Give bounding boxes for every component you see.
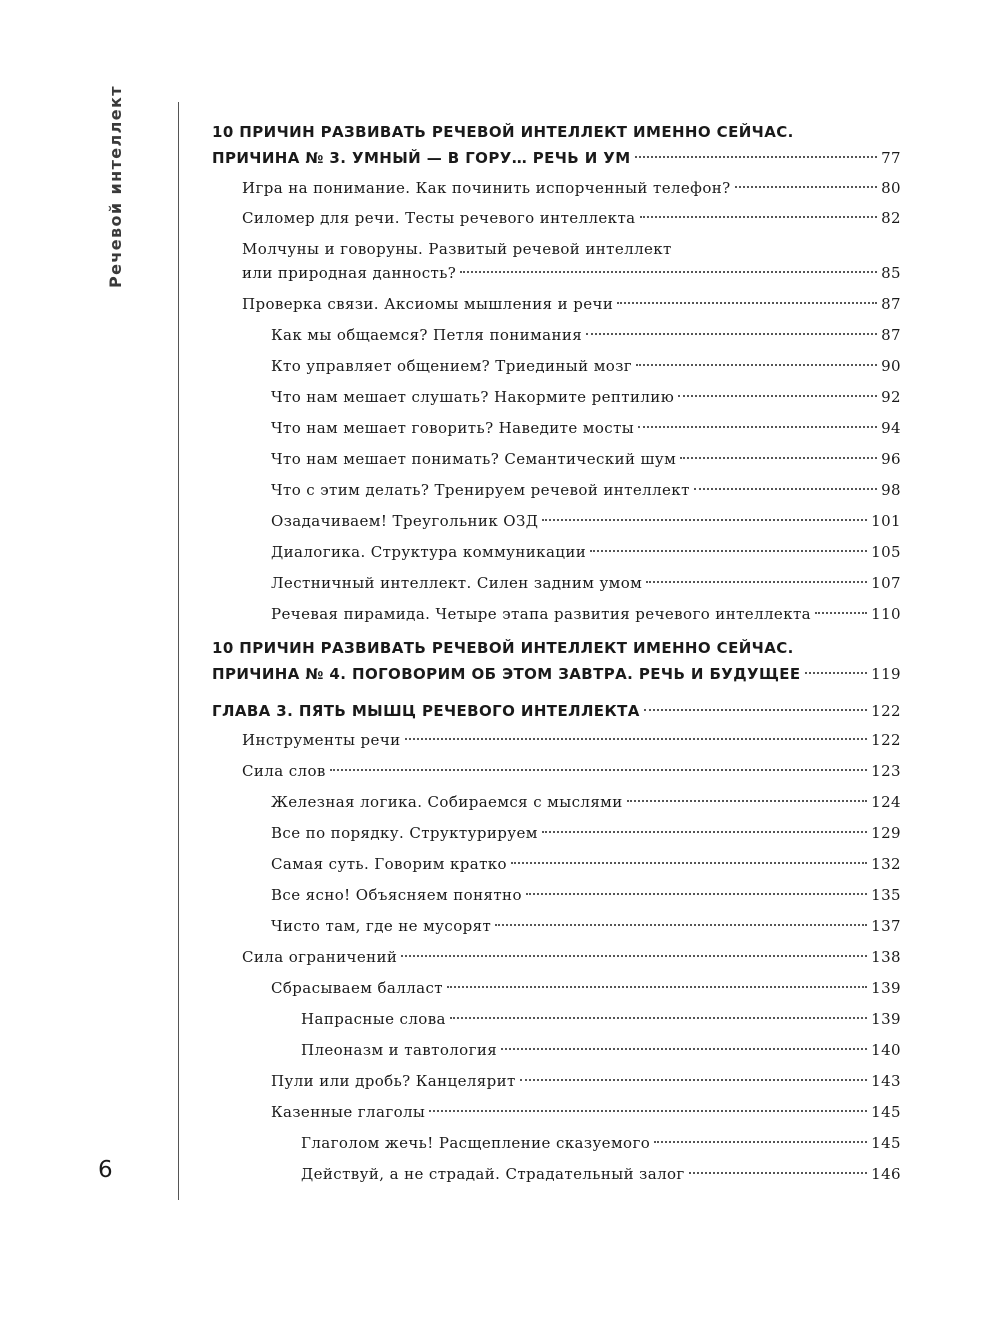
- toc-entry[interactable]: [271, 447, 901, 471]
- toc-page-number: 77: [881, 149, 901, 167]
- toc-page-number: 139: [871, 1010, 901, 1028]
- toc-entry[interactable]: [271, 1100, 901, 1124]
- toc-page-number: 98: [881, 481, 901, 499]
- toc-entry[interactable]: [271, 571, 901, 595]
- toc-page-number: 119: [871, 665, 901, 683]
- toc-leader-dots: [694, 488, 877, 490]
- running-head-book-title: Речевой интеллект: [106, 85, 125, 288]
- toc-leader-dots: [644, 709, 867, 711]
- toc-entry[interactable]: [271, 1069, 901, 1093]
- toc-entry-title: Действуй, а не страдай. Страдательный залог: [301, 1165, 685, 1183]
- toc-entry-title: Сила ограничений: [242, 948, 398, 966]
- toc-leader-dots: [590, 550, 867, 552]
- toc-entry[interactable]: [242, 759, 901, 783]
- toc-entry[interactable]: [271, 509, 901, 533]
- toc-leader-dots: [405, 738, 868, 740]
- toc-leader-dots: [511, 862, 867, 864]
- toc-leader-dots: [654, 1141, 867, 1143]
- toc-leader-dots: [680, 457, 877, 459]
- toc-page-number: 146: [871, 1165, 901, 1183]
- toc-entry[interactable]: [301, 1162, 901, 1186]
- toc-entry-title: Кто управляет общением? Триединый мозг: [271, 357, 633, 375]
- toc-entry-title: Сбрасываем балласт: [271, 979, 443, 997]
- toc-heading-reasons-line1[interactable]: [212, 636, 901, 660]
- toc-heading-reasons-line1[interactable]: [212, 120, 901, 144]
- toc-page-number: 94: [881, 419, 901, 437]
- toc-entry[interactable]: [271, 883, 901, 907]
- toc-leader-dots: [429, 1110, 867, 1112]
- toc-leader-dots: [542, 519, 867, 521]
- toc-entry-line1[interactable]: [242, 237, 901, 261]
- toc-leader-dots: [450, 1017, 867, 1019]
- toc-leader-dots: [447, 986, 867, 988]
- toc-page-number: 87: [881, 326, 901, 344]
- toc-page-number: 137: [871, 917, 901, 935]
- toc-leader-dots: [646, 581, 867, 583]
- toc-page-number: 80: [881, 179, 901, 197]
- toc-entry-title: Игра на понимание. Как починить испорченный телефон?: [242, 179, 731, 197]
- toc-page-number: 123: [871, 762, 901, 780]
- toc-page-number: 138: [871, 948, 901, 966]
- toc-page-number: 139: [871, 979, 901, 997]
- toc-page-number: 129: [871, 824, 901, 842]
- toc-entry-title: Все по порядку. Структурируем: [271, 824, 538, 842]
- toc-entry-title: Что нам мешает слушать? Накормите рептилию: [271, 388, 675, 406]
- toc-page-number: 143: [871, 1072, 901, 1090]
- toc-leader-dots: [520, 1079, 867, 1081]
- toc-entry[interactable]: [271, 416, 901, 440]
- toc-entry-title: Что с этим делать? Тренируем речевой интеллект: [271, 481, 690, 499]
- toc-leader-dots: [542, 831, 867, 833]
- toc-page-number: 145: [871, 1103, 901, 1121]
- toc-leader-dots: [495, 924, 867, 926]
- toc-entry-title: Напрасные слова: [301, 1010, 446, 1028]
- toc-entry[interactable]: [271, 478, 901, 502]
- toc-entry-title: Что нам мешает понимать? Семантический шум: [271, 450, 677, 468]
- toc-leader-dots: [627, 800, 868, 802]
- toc-entry[interactable]: [301, 1007, 901, 1031]
- toc-entry[interactable]: [242, 292, 901, 316]
- toc-entry-title: Силомер для речи. Тесты речевого интеллекта: [242, 209, 636, 227]
- toc-entry[interactable]: [271, 354, 901, 378]
- toc-entry[interactable]: [301, 1038, 901, 1062]
- toc-entry[interactable]: [271, 602, 901, 626]
- toc-page-number: 140: [871, 1041, 901, 1059]
- toc-page-number: 124: [871, 793, 901, 811]
- toc-entry[interactable]: [271, 852, 901, 876]
- toc-leader-dots: [635, 156, 878, 158]
- toc-leader-dots: [735, 186, 878, 188]
- toc-entry-title: ПРИЧИНА № 3. УМНЫЙ — В ГОРУ… РЕЧЬ И УМ: [212, 149, 631, 167]
- toc-entry-title: Чисто там, где не мусорят: [271, 917, 492, 935]
- toc-entry[interactable]: [271, 323, 901, 347]
- toc-entry[interactable]: [242, 945, 901, 969]
- toc-entry-title: Что нам мешает говорить? Наведите мосты: [271, 419, 635, 437]
- toc-entry[interactable]: [271, 914, 901, 938]
- toc-page-number: 132: [871, 855, 901, 873]
- toc-entry-title: Глаголом жечь! Расщепление сказуемого: [301, 1134, 651, 1152]
- toc-entry[interactable]: [301, 1131, 901, 1155]
- toc-entry-title: 10 ПРИЧИН РАЗВИВАТЬ РЕЧЕВОЙ ИНТЕЛЛЕКТ ИМЕННО СЕЙЧАС.: [212, 123, 794, 141]
- toc-entry-title: Сила слов: [242, 762, 326, 780]
- toc-page-number: 87: [881, 295, 901, 313]
- toc-entry-title: Диалогика. Структура коммуникации: [271, 543, 587, 561]
- toc-entry[interactable]: [271, 976, 901, 1000]
- toc-leader-dots: [636, 364, 877, 366]
- toc-leader-dots: [401, 955, 867, 957]
- toc-entry-title: Как мы общаемся? Петля понимания: [271, 326, 583, 344]
- toc-entry-title: Проверка связи. Аксиомы мышления и речи: [242, 295, 614, 313]
- toc-entry-title: Все ясно! Объясняем понятно: [271, 886, 522, 904]
- toc-page-number: 90: [881, 357, 901, 375]
- toc-page-number: 145: [871, 1134, 901, 1152]
- toc-page-number: 82: [881, 209, 901, 227]
- toc-page-number: 135: [871, 886, 901, 904]
- toc-entry-title: Плеоназм и тавтология: [301, 1041, 498, 1059]
- toc-page-number: 101: [871, 512, 901, 530]
- toc-leader-dots: [617, 302, 877, 304]
- toc-entry-title: ПРИЧИНА № 4. ПОГОВОРИМ ОБ ЭТОМ ЗАВТРА. РЕЧЬ И БУДУЩЕЕ: [212, 665, 801, 683]
- toc-leader-dots: [501, 1048, 867, 1050]
- toc-leader-dots: [330, 769, 867, 771]
- toc-entry-title: 10 ПРИЧИН РАЗВИВАТЬ РЕЧЕВОЙ ИНТЕЛЛЕКТ ИМЕННО СЕЙЧАС.: [212, 639, 794, 657]
- toc-entry-title: ГЛАВА 3. ПЯТЬ МЫШЦ РЕЧЕВОГО ИНТЕЛЛЕКТА: [212, 702, 640, 720]
- page-number: 6: [98, 1157, 113, 1183]
- toc-page-number: 105: [871, 543, 901, 561]
- toc-entry-title: Казенные глаголы: [271, 1103, 426, 1121]
- toc-entry[interactable]: [242, 261, 901, 285]
- toc-entry[interactable]: [242, 176, 901, 200]
- toc-entry-title: Инструменты речи: [242, 731, 401, 749]
- toc-leader-dots: [805, 672, 868, 674]
- toc-leader-dots: [460, 271, 877, 273]
- toc-entry-title: Железная логика. Собираемся с мыслями: [271, 793, 623, 811]
- toc-entry[interactable]: [242, 728, 901, 752]
- toc-leader-dots: [526, 893, 867, 895]
- toc-heading-reason-3[interactable]: [212, 146, 901, 170]
- toc-entry[interactable]: [242, 206, 901, 230]
- toc-heading-reason-4[interactable]: [212, 662, 901, 686]
- toc-entry-title: Пули или дробь? Канцелярит: [271, 1072, 516, 1090]
- toc-leader-dots: [815, 612, 867, 614]
- toc-page-number: 85: [881, 264, 901, 282]
- toc-entry-title: Речевая пирамида. Четыре этапа развития речевого интеллекта: [271, 605, 812, 623]
- toc-page-number: 122: [871, 731, 901, 749]
- toc-entry-title: Озадачиваем! Треугольник ОЗД: [271, 512, 539, 530]
- toc-entry-title: Самая суть. Говорим кратко: [271, 855, 507, 873]
- toc-entry[interactable]: [271, 821, 901, 845]
- toc-page-number: 110: [871, 605, 901, 623]
- toc-page-number: 107: [871, 574, 901, 592]
- toc-page-number: 122: [871, 702, 901, 720]
- toc-leader-dots: [640, 216, 878, 218]
- toc-leader-dots: [586, 333, 877, 335]
- toc-entry-title: Лестничный интеллект. Силен задним умом: [271, 574, 643, 592]
- toc-leader-dots: [689, 1172, 867, 1174]
- toc-leader-dots: [638, 426, 877, 428]
- toc-entry-title: Молчуны и говоруны. Развитый речевой интеллект: [242, 240, 672, 258]
- toc-page-number: 96: [881, 450, 901, 468]
- toc-entry[interactable]: [271, 790, 901, 814]
- toc-entry-title: или природная данность?: [242, 264, 457, 282]
- toc-entry[interactable]: [271, 540, 901, 564]
- toc-leader-dots: [678, 395, 877, 397]
- toc-entry[interactable]: [271, 385, 901, 409]
- toc-page-number: 92: [881, 388, 901, 406]
- toc-heading-chapter-3[interactable]: [212, 699, 901, 723]
